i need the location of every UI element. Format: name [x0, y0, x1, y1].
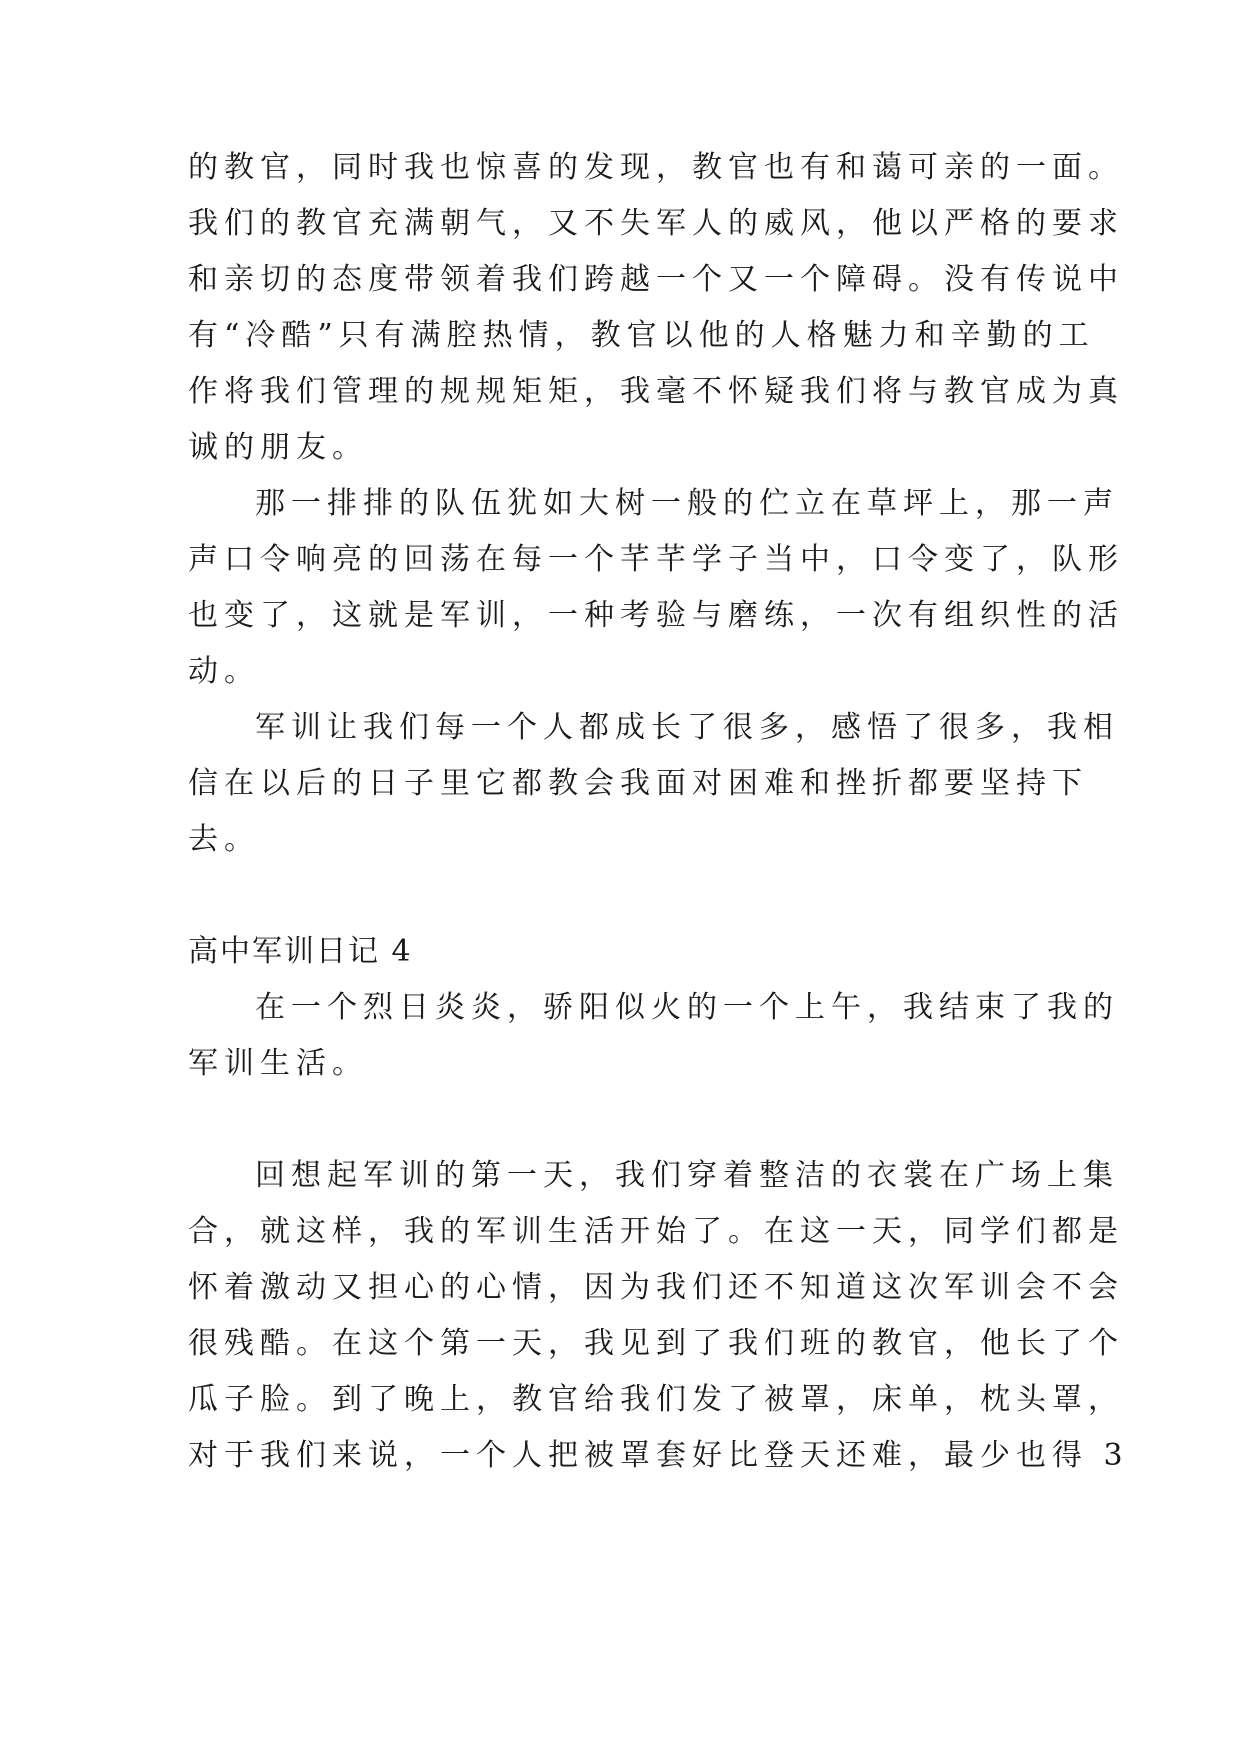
- text-line: 动。: [188, 654, 260, 689]
- section-heading: 高中军训日记 4: [188, 934, 413, 969]
- text-line: 诚的朋友。: [188, 430, 368, 465]
- text-line: 很残酷。在这个第一天，我见到了我们班的教官，他长了个: [188, 1326, 1124, 1361]
- text-line: 的教官，同时我也惊喜的发现，教官也有和蔼可亲的一面。: [188, 150, 1124, 185]
- text-line: 我们的教官充满朝气，又不失军人的威风，他以严格的要求: [188, 206, 1124, 241]
- text-line: 军训生活。: [188, 1046, 368, 1081]
- paragraph-first-line: 那一排排的队伍犹如大树一般的伫立在草坪上，那一声: [255, 486, 1119, 521]
- text-line: 也变了，这就是军训，一种考验与磨练，一次有组织性的活: [188, 598, 1124, 633]
- paragraph-first-line: 回想起军训的第一天，我们穿着整洁的衣裳在广场上集: [255, 1158, 1119, 1193]
- text-line: 怀着激动又担心的心情，因为我们还不知道这次军训会不会: [188, 1270, 1124, 1305]
- text-line: 合，就这样，我的军训生活开始了。在这一天，同学们都是: [188, 1214, 1124, 1249]
- text-line: 和亲切的态度带领着我们跨越一个又一个障碍。没有传说中: [188, 262, 1124, 297]
- text-line: 信在以后的日子里它都教会我面对困难和挫折都要坚持下: [188, 766, 1088, 801]
- text-line: 瓜子脸。到了晚上，教官给我们发了被罩，床单，枕头罩，: [188, 1382, 1124, 1417]
- text-line: 去。: [188, 822, 260, 857]
- text-line: 对于我们来说，一个人把被罩套好比登天还难，最少也得 3: [188, 1438, 1129, 1473]
- text-line: 作将我们管理的规规矩矩，我毫不怀疑我们将与教官成为真: [188, 374, 1124, 409]
- paragraph-first-line: 军训让我们每一个人都成长了很多，感悟了很多，我相: [255, 710, 1119, 745]
- text-line: 有“冷酷”只有满腔热情，教官以他的人格魅力和辛勤的工: [188, 318, 1095, 353]
- text-line: 声口令响亮的回荡在每一个芊芊学子当中，口令变了，队形: [188, 542, 1124, 577]
- paragraph-first-line: 在一个烈日炎炎，骄阳似火的一个上午，我结束了我的: [255, 990, 1119, 1025]
